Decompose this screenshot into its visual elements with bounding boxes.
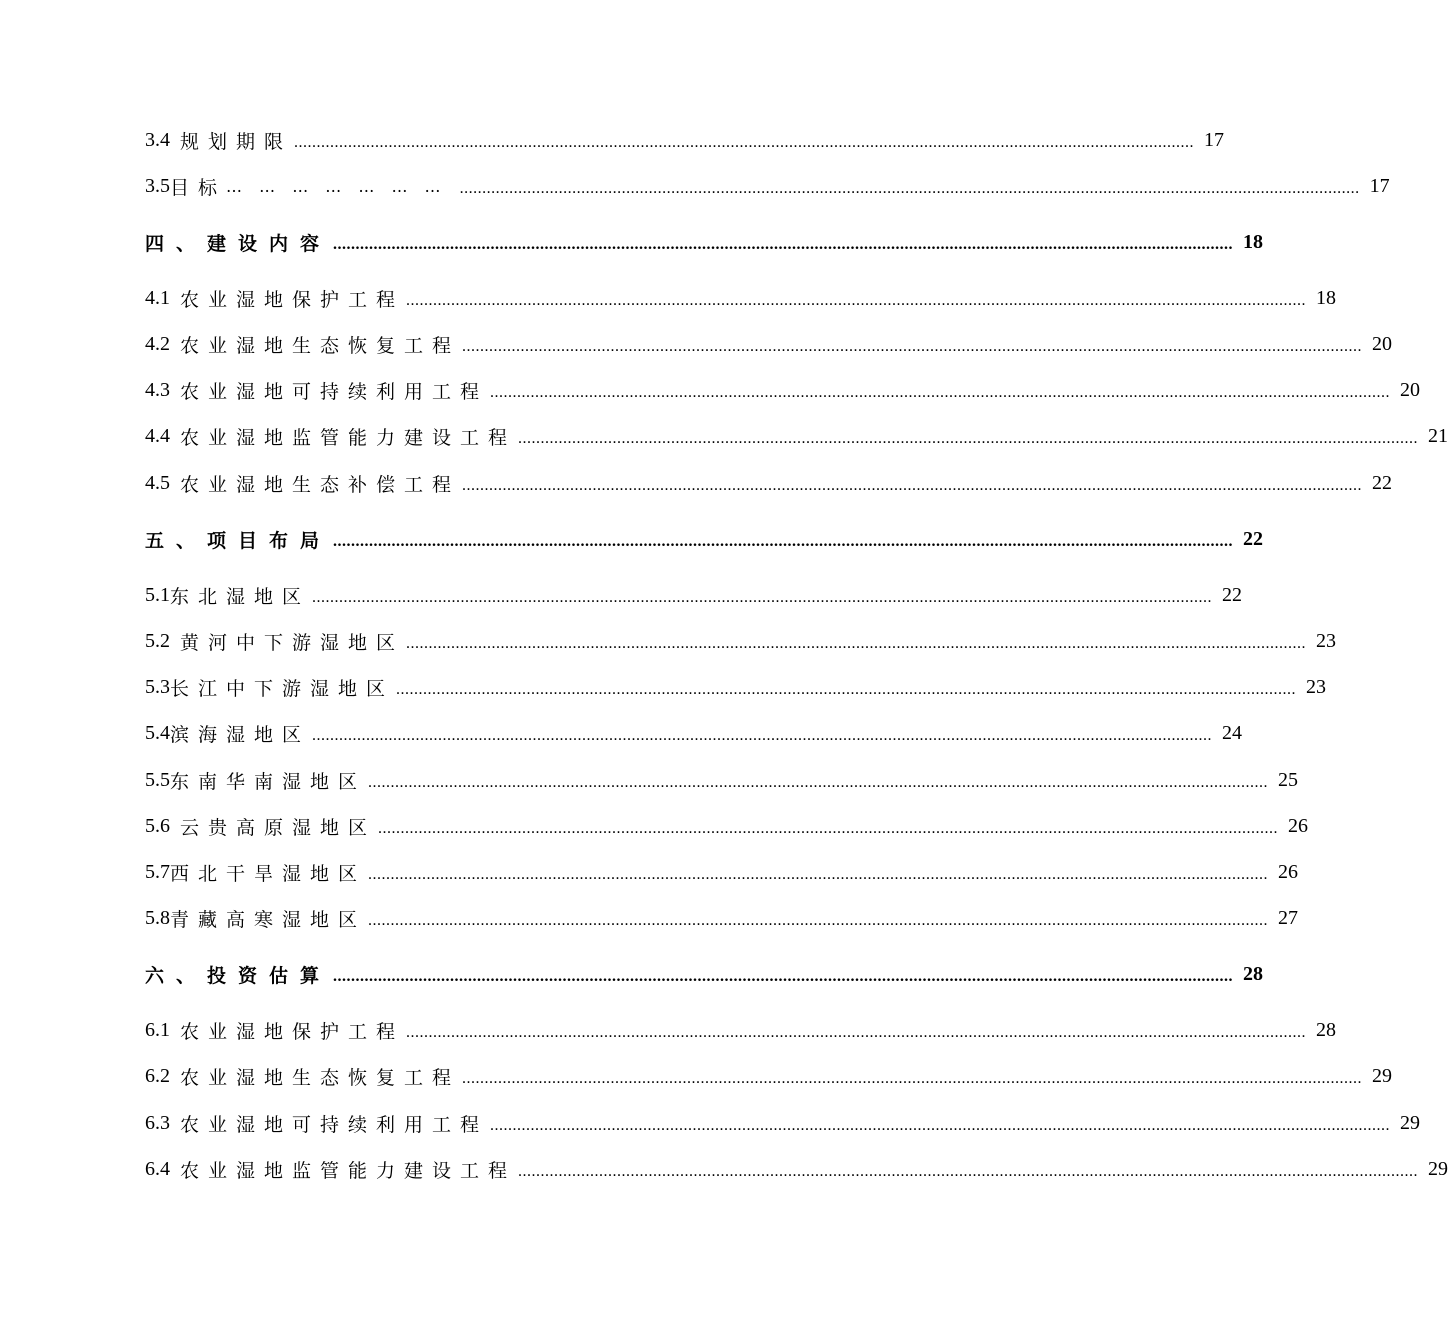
toc-page-number: 27 — [1278, 906, 1299, 929]
toc-entry-number: 4.5 — [145, 471, 180, 494]
toc-entry-number: 5.1 — [145, 583, 170, 606]
toc-entry-title: 长江中下游湿地区 — [170, 677, 395, 700]
toc-entry-title: 农业湿地可持续利用工程 — [180, 380, 489, 403]
toc-dot-leader: ........................................................................................................................................................................................................ — [368, 912, 1269, 929]
toc-section-entry[interactable] — [145, 718, 1243, 748]
toc-entry-ellipsis: … … … … … … … — [226, 176, 458, 196]
toc-page-number: 17 — [1204, 128, 1225, 151]
toc-entry-number: 6.2 — [145, 1064, 180, 1087]
toc-entry-title: 黄河中下游湿地区 — [180, 631, 405, 654]
toc-entry-number: 6.4 — [145, 1157, 180, 1180]
toc-section-entry[interactable] — [145, 1154, 1448, 1184]
toc-page-number: 28 — [1243, 962, 1264, 985]
toc-page-number: 28 — [1316, 1018, 1337, 1041]
toc-dot-leader: ........................................................................................................................................................................................................ — [312, 727, 1213, 744]
toc-dot-leader: ........................................................................................................................................................................................................ — [462, 477, 1363, 494]
toc-entry-title: 东南华南湿地区 — [170, 770, 367, 793]
toc-entry-title: 滨海湿地区 — [170, 723, 311, 746]
toc-section-entry[interactable] — [145, 765, 1299, 795]
toc-entry-number: 5.2 — [145, 629, 180, 652]
toc-entry-number: 4.1 — [145, 286, 180, 309]
toc-entry-title: 青藏高寒湿地区 — [170, 908, 367, 931]
toc-page-number: 18 — [1243, 230, 1264, 253]
toc-dot-leader: ........................................................................................................................................................................................................ — [462, 338, 1363, 355]
toc-entry-title: 目标 — [170, 176, 227, 199]
toc-dot-leader: ........................................................................................................................................................................................................ — [333, 968, 1234, 985]
toc-page-number: 21 — [1428, 424, 1448, 447]
toc-entry-title: 规划期限 — [180, 130, 293, 153]
toc-section-entry[interactable] — [145, 125, 1225, 155]
toc-section-entry[interactable] — [145, 421, 1448, 451]
toc-page-number: 26 — [1288, 814, 1309, 837]
toc-section-entry[interactable] — [145, 171, 1390, 201]
toc-page-number: 20 — [1372, 332, 1393, 355]
toc-entry-number: 5.6 — [145, 814, 180, 837]
toc-dot-leader: ........................................................................................................................................................................................................ — [459, 180, 1360, 197]
toc-entry-title: 农业湿地保护工程 — [180, 1020, 405, 1043]
toc-entry-title: 农业湿地可持续利用工程 — [180, 1113, 489, 1136]
toc-dot-leader: ........................................................................................................................................................................................................ — [294, 134, 1195, 151]
toc-page-number: 29 — [1372, 1064, 1393, 1087]
toc-entry-number: 4.2 — [145, 332, 180, 355]
toc-page-number: 29 — [1400, 1111, 1421, 1134]
toc-entry-number: 3.5 — [145, 174, 170, 197]
toc-dot-leader: ........................................................................................................................................................................................................ — [462, 1070, 1363, 1087]
toc-entry-title: 农业湿地保护工程 — [180, 288, 405, 311]
toc-chapter-entry[interactable] — [145, 524, 1264, 554]
toc-entry-title: 云贵高原湿地区 — [180, 816, 377, 839]
toc-entry-title: 五、项目布局 — [145, 529, 332, 552]
toc-dot-leader: ........................................................................................................................................................................................................ — [518, 430, 1419, 447]
toc-dot-leader: ........................................................................................................................................................................................................ — [406, 635, 1307, 652]
toc-section-entry[interactable] — [145, 857, 1299, 887]
toc-section-entry[interactable] — [145, 468, 1393, 498]
toc-dot-leader: ........................................................................................................................................................................................................ — [518, 1163, 1419, 1180]
toc-entry-number: 4.3 — [145, 378, 180, 401]
toc-section-entry[interactable] — [145, 580, 1243, 610]
toc-entry-title: 农业湿地监管能力建设工程 — [180, 426, 517, 449]
toc-entry-title: 六、投资估算 — [145, 964, 332, 987]
toc-dot-leader: ........................................................................................................................................................................................................ — [333, 236, 1234, 253]
toc-section-entry[interactable] — [145, 811, 1309, 841]
toc-entry-number: 4.4 — [145, 424, 180, 447]
toc-page-number: 23 — [1316, 629, 1337, 652]
toc-dot-leader: ........................................................................................................................................................................................................ — [312, 589, 1213, 606]
toc-entry-number: 3.4 — [145, 128, 180, 151]
toc-section-entry[interactable] — [145, 1015, 1337, 1045]
toc-section-entry[interactable] — [145, 1061, 1393, 1091]
toc-entry-title: 西北干旱湿地区 — [170, 862, 367, 885]
toc-dot-leader: ........................................................................................................................................................................................................ — [378, 820, 1279, 837]
toc-dot-leader: ........................................................................................................................................................................................................ — [368, 774, 1269, 791]
toc-page-number: 29 — [1428, 1157, 1448, 1180]
toc-page-number: 20 — [1400, 378, 1421, 401]
toc-entry-number: 6.1 — [145, 1018, 180, 1041]
toc-dot-leader: ........................................................................................................................................................................................................ — [490, 1117, 1391, 1134]
toc-page-number: 22 — [1222, 583, 1243, 606]
toc-chapter-entry[interactable] — [145, 959, 1264, 989]
toc-entry-number: 5.4 — [145, 721, 170, 744]
toc-entry-title: 东北湿地区 — [170, 585, 311, 608]
toc-page-number: 22 — [1243, 527, 1264, 550]
toc-entry-title: 农业湿地生态恢复工程 — [180, 1066, 461, 1089]
toc-dot-leader: ........................................................................................................................................................................................................ — [490, 384, 1391, 401]
toc-page-number: 24 — [1222, 721, 1243, 744]
toc-page-number: 23 — [1306, 675, 1327, 698]
toc-page-number: 17 — [1369, 174, 1390, 197]
toc-page-number: 26 — [1278, 860, 1299, 883]
toc-page-number: 18 — [1316, 286, 1337, 309]
toc-entry-number: 5.7 — [145, 860, 170, 883]
toc-section-entry[interactable] — [145, 672, 1327, 702]
toc-section-entry[interactable] — [145, 283, 1337, 313]
toc-page-number: 25 — [1278, 768, 1299, 791]
toc-entry-number: 5.8 — [145, 906, 170, 929]
toc-entry-number: 5.3 — [145, 675, 170, 698]
toc-entry-title: 农业湿地生态恢复工程 — [180, 334, 461, 357]
toc-entry-title: 农业湿地生态补偿工程 — [180, 473, 461, 496]
toc-dot-leader: ........................................................................................................................................................................................................ — [396, 681, 1297, 698]
toc-section-entry[interactable] — [145, 329, 1393, 359]
toc-entry-number: 5.5 — [145, 768, 170, 791]
toc-entry-title: 四、建设内容 — [145, 232, 332, 255]
toc-dot-leader: ........................................................................................................................................................................................................ — [406, 1024, 1307, 1041]
toc-section-entry[interactable] — [145, 375, 1421, 405]
toc-dot-leader: ........................................................................................................................................................................................................ — [368, 866, 1269, 883]
toc-section-entry[interactable] — [145, 1108, 1421, 1138]
toc-chapter-entry[interactable] — [145, 227, 1264, 257]
toc-dot-leader: ........................................................................................................................................................................................................ — [406, 292, 1307, 309]
toc-dot-leader: ........................................................................................................................................................................................................ — [333, 533, 1234, 550]
toc-page-number: 22 — [1372, 471, 1393, 494]
toc-entry-title: 农业湿地监管能力建设工程 — [180, 1159, 517, 1182]
toc-entry-number: 6.3 — [145, 1111, 180, 1134]
toc-section-entry[interactable] — [145, 626, 1337, 656]
toc-section-entry[interactable] — [145, 903, 1299, 933]
